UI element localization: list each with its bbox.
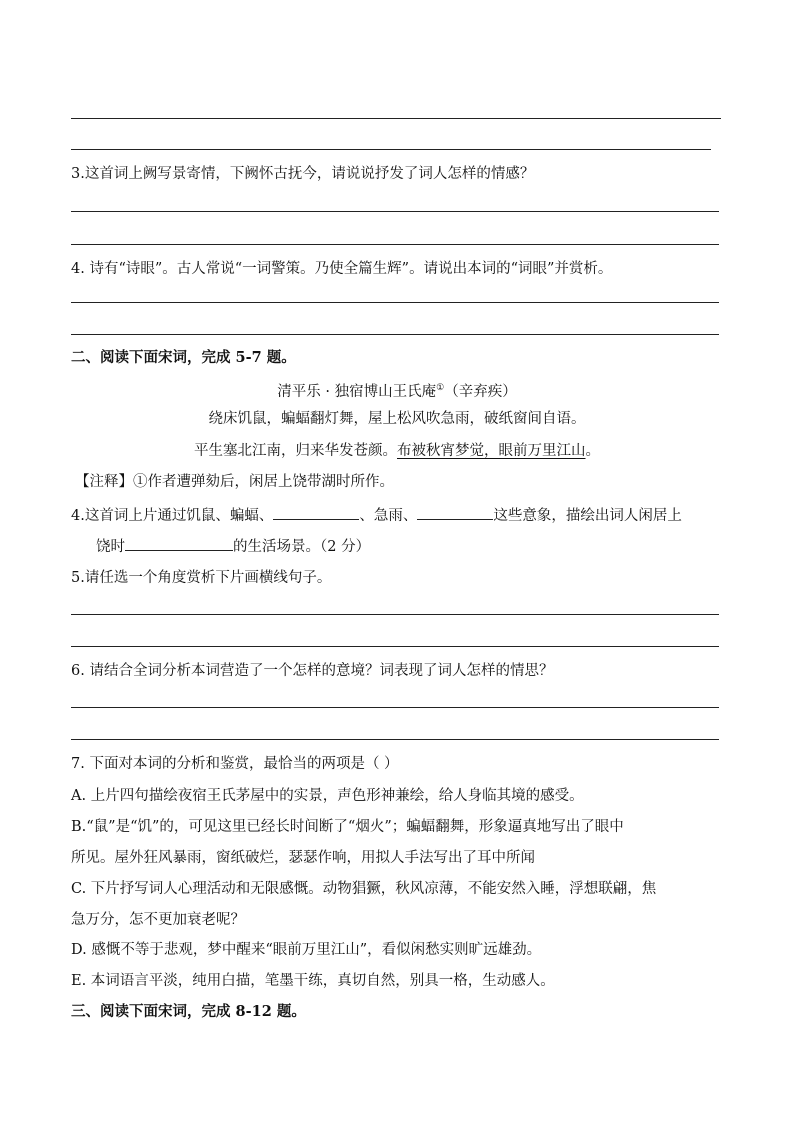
annotation-note: 【注释】①作者遭弹劾后，闲居上饶带湖时所作。 <box>75 474 394 490</box>
answer-line <box>71 244 719 245</box>
poem-line-1: 绕床饥鼠，蝙蝠翻灯舞，屋上松风吹急雨，破纸窗间自语。 <box>208 411 586 427</box>
q4-part1: 4.这首词上片通过饥鼠、蝙蝠、 <box>71 508 274 524</box>
option-e: E. 本词语言平淡，纯用白描，笔墨干练，真切自然，别具一格，生动感人。 <box>71 973 555 989</box>
question-7-stem: 7. 下面对本词的分析和鉴赏，最恰当的两项是（ ） <box>71 756 399 772</box>
answer-line <box>71 707 719 708</box>
q4-line2-part1: 饶时 <box>96 539 125 555</box>
section-2-heading: 二、阅读下面宋词，完成 5-7 题。 <box>71 349 296 366</box>
option-a: A. 上片四句描绘夜宿王氏茅屋中的实景，声色形神兼绘，给人身临其境的感受。 <box>71 788 584 804</box>
question-3: 3.这首词上阙写景寄情，下阙怀古抚今，请说说抒发了词人怎样的情感？ <box>71 166 535 182</box>
question-4-imagery <box>71 505 682 526</box>
answer-line <box>71 118 721 119</box>
option-d: D. 感慨不等于悲观，梦中醒来“眼前万里江山”，看似闲愁实则旷远雄劲。 <box>71 942 542 958</box>
poem-line-2-end: 。 <box>585 443 600 459</box>
answer-line <box>71 334 719 335</box>
poem-line-2-plain: 平生塞北江南，归来华发苍颜。 <box>194 443 397 459</box>
question-4-imagery-line2 <box>96 536 370 557</box>
answer-line <box>71 739 719 740</box>
fill-blank-1[interactable] <box>273 505 359 520</box>
q4-part3: 这些意象，描绘出词人闲居上 <box>493 508 682 524</box>
poem-title-note-mark: ① <box>436 383 445 393</box>
question-5: 5.请任选一个角度赏析下片画横线句子。 <box>71 570 332 586</box>
poem-author: （辛弃疾） <box>444 383 517 400</box>
fill-blank-2[interactable] <box>417 505 493 520</box>
answer-line <box>71 149 711 150</box>
question-6: 6. 请结合全词分析本词营造了一个怎样的意境？词表现了词人怎样的情思？ <box>71 663 554 679</box>
poem-title <box>0 378 794 402</box>
question-4-poem-eye: 4. 诗有“诗眼”。古人常说“一词警策。乃使全篇生辉”。请说出本词的“词眼”并赏析。 <box>71 261 613 277</box>
poem-title-text: 清平乐 · 独宿博山王氏庵 <box>277 383 437 400</box>
option-c-line2: 急万分，怎不更加衰老呢？ <box>71 912 245 928</box>
answer-line <box>71 211 719 212</box>
answer-line <box>71 614 719 615</box>
fill-blank-3[interactable] <box>125 536 233 551</box>
option-b-line2: 所见。屋外狂风暴雨，窗纸破烂，瑟瑟作响，用拟人手法写出了耳中所闻 <box>71 850 535 866</box>
answer-line <box>71 646 719 647</box>
option-b-line1: B.“鼠”是“饥”的，可见这里已经长时间断了“烟火”；蝙蝠翻舞，形象逼真地写出了眼中 <box>71 819 624 835</box>
answer-line <box>71 302 719 303</box>
section-3-heading: 三、阅读下面宋词，完成 8-12 题。 <box>71 1003 306 1020</box>
poem-line-2 <box>0 441 794 461</box>
poem-line-2-underlined: 布被秋宵梦觉，眼前万里江山 <box>397 443 586 459</box>
q4-part2: 、急雨、 <box>359 508 418 524</box>
option-c-line1: C. 下片抒写词人心理活动和无限感慨。动物猖獗，秋风凉薄，不能安然入睡，浮想联翩，焦 <box>71 881 657 897</box>
q4-line2-part2: 的生活场景。（2 分） <box>233 539 371 555</box>
